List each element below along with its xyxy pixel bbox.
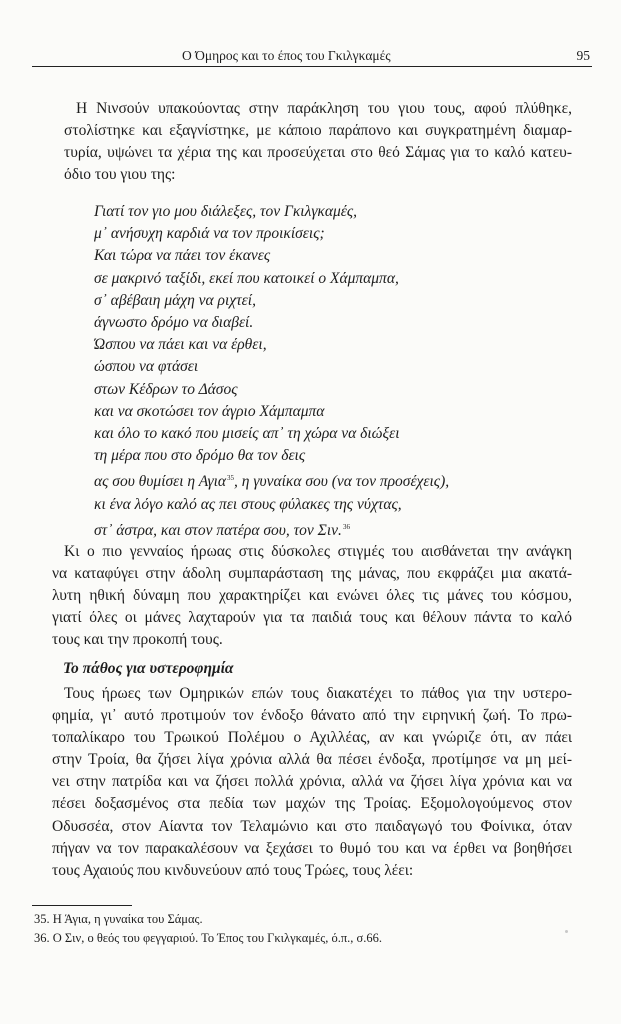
text-line: λυτη ηθική δύναμη που χαρακτηρίζει και ενώνει όλες τις μάνες του κόσμου, (52, 587, 572, 605)
text-line: πέσει δοξασμένος στα πεδία των μαχών της Τροίας. Εξομολογούμενος στον (52, 795, 572, 813)
footnote-35: 35. Η Άγια, η γυναίκα του Σάμας. (34, 912, 203, 926)
text-line: τυρία, υψώνει τα χέρια της και προσεύχεται στο θεό Σάμας για το καλό κατευ- (64, 144, 572, 162)
verse-text: στ᾽ άστρα, και στον πατέρα σου, τον Σιν. (94, 521, 342, 539)
running-head-title: Ο Όμηρος και το έπος του Γκιλγκαμές (182, 48, 391, 63)
verse-line: Και τώρα να πάει τον έκανες (94, 247, 271, 265)
verse-line-with-note (94, 467, 574, 493)
paragraph-3 (52, 683, 572, 882)
footnote-36: 36. Ο Σιν, ο θεός του φεγγαριού. Το Έπος του Γκιλγκαμές, ό.π., σ.66. (34, 931, 383, 945)
footnotes (34, 910, 574, 948)
paragraph-2 (52, 541, 572, 651)
text-line: τους Αχαιούς που κινδυνεύουν από τους Τρώες, τους λέει: (52, 861, 414, 879)
verse-line: Ώσπου να πάει και να έρθει, (94, 336, 267, 354)
verse-line: και να σκοτώσει τον άγριο Χάμπαμπα (94, 402, 325, 420)
verse-line: στων Κέδρων το Δάσος (94, 380, 238, 398)
verse-line: σε μακρινό ταξίδι, εκεί που κατοικεί ο Χάμπαμπα, (94, 269, 399, 287)
verse-line: άγνωστο δρόμο να διαβεί. (94, 314, 254, 332)
scan-speck (565, 930, 568, 933)
text-line: Κι ο πιο γενναίος ήρωας στις δύσκολες στιγμές του αισθάνεται την ανάγκη (64, 543, 572, 560)
text-line: τους και την προκοπή τους. (52, 631, 223, 649)
running-head (32, 44, 592, 67)
text-line: να καταφύγει στην άδολη συμπαράσταση της μάνας, που εκφράζει μια ακατά- (52, 565, 572, 583)
verse-line: κι ένα λόγο καλό ας πει στους φύλακες της νύχτας, (94, 495, 402, 513)
page-number: 95 (576, 48, 590, 63)
text-line: πήγαν να τον παρακαλέσουν να ξεχάσει το θυμό του και να έρθει να βοηθήσει (52, 839, 572, 857)
verse-line: και όλο το κακό που μισείς απ᾽ τη χώρα να διώξει (94, 425, 400, 443)
verse-line: τη μέρα που στο δρόμο θα τον δεις (94, 447, 306, 465)
text-line: νει στην πατρίδα και να ζήσει πολλά χρόνια, αλλά να ζήσει λίγα χρόνια και να (52, 773, 572, 791)
section-heading: Το πάθος για υστεροφημία (63, 660, 234, 677)
text-line: όδιο του γιου της: (64, 166, 176, 184)
verse-line: ώσπου να φτάσει (94, 358, 199, 376)
footnote-divider (32, 905, 132, 906)
verse-line: Γιατί τον γιο μου διάλεξες, τον Γκιλγκαμές, (94, 203, 358, 220)
verse-block (94, 201, 574, 542)
text-line: στολίστηκε και εξαγνίστηκε, με κάποιο παράπονο και συγκρατημένη διαμαρ- (64, 122, 572, 140)
text-line: τοπαλίκαρο του Τρωικού Πολέμου ο Αχιλλέας, αν και γνώριζε ότι, αν πάει (52, 729, 572, 747)
text-line: Τους ήρωες των Ομηρικών επών τους διακατέχει το πάθος για την υστερο- (64, 685, 572, 702)
footnote-ref-35: 35 (227, 474, 235, 483)
verse-line-with-note (94, 516, 574, 542)
verse-text: ας σου θυμίσει η Αγια (94, 473, 227, 491)
text-line: Η Νινσούν υπακούοντας στην παράκληση του γιου τους, αφού πλύθηκε, (76, 100, 572, 117)
verse-line: μ᾽ ανήσυχη καρδιά να τον προικίσεις; (94, 225, 325, 243)
footnote-ref-36: 36 (342, 522, 350, 531)
paragraph-1 (52, 98, 572, 186)
verse-line: σ᾽ αβέβαιη μάχη να ριχτεί, (94, 291, 256, 309)
text-line: στην Τροία, θα ζήσει λίγα χρόνια αλλά θα πέσει ένδοξα, προτίμησε να μη μεί- (52, 751, 572, 769)
text-line: γιατί όλες οι μάνες λαχταρούν για τα παιδιά τους και θέλουν πάντα το καλό (52, 609, 572, 627)
verse-text: , η γυναίκα σου (να τον προσέχεις), (234, 473, 450, 491)
text-line: Οδυσσέα, στον Αίαντα τον Τελαμώνιο και στο παιδαγωγό του Φοίνικα, όταν (52, 817, 572, 835)
text-line: φημία, γι᾽ αυτό προτιμούν τον ένδοξο θάνατο από την ειρηνική ζωή. Το πρω- (52, 707, 572, 725)
